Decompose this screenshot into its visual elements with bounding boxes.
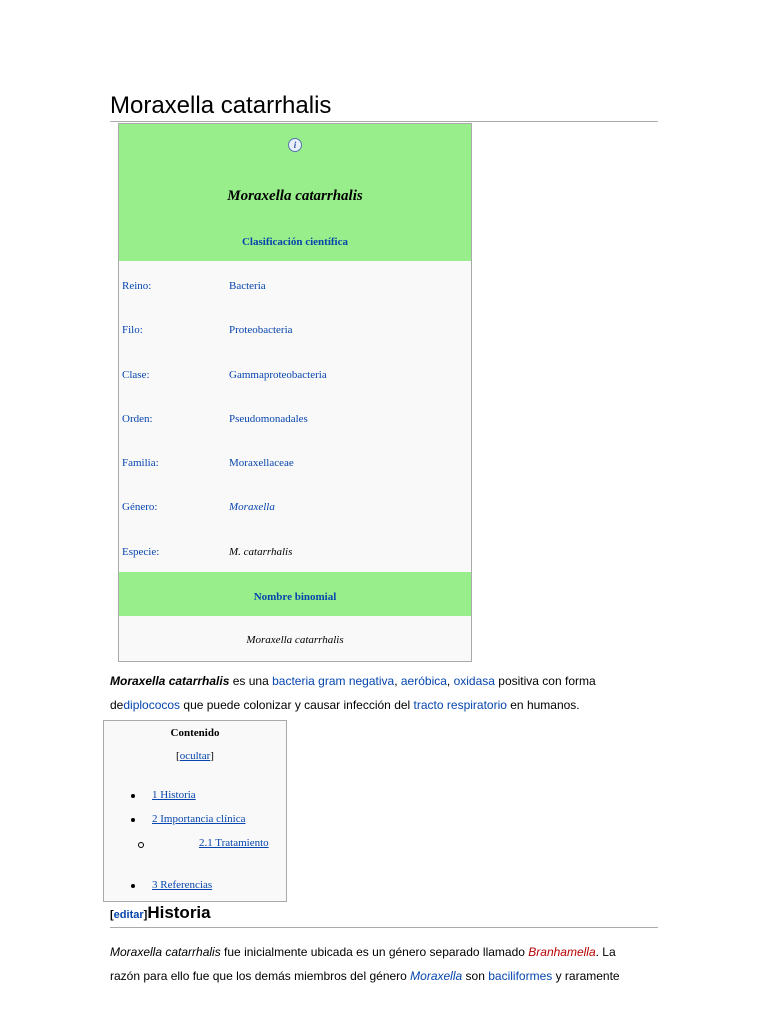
taxobox-row-key[interactable]: Clase:	[122, 368, 150, 381]
bullet-icon	[131, 818, 135, 822]
intro-paragraph-line-1	[110, 673, 596, 689]
taxobox-row	[119, 261, 471, 305]
link-branhamella[interactable]: Branhamella	[528, 945, 596, 959]
link-gram-negativa[interactable]: gram negativa	[318, 674, 395, 688]
taxobox-binomial-header	[119, 572, 471, 616]
historia-paragraph-line-1	[110, 944, 616, 960]
info-icon[interactable]: i	[288, 138, 302, 152]
toc-item-tratamiento[interactable]	[199, 837, 269, 849]
intro-text: positiva con forma	[494, 674, 596, 688]
title-divider	[110, 121, 658, 122]
bracket: [	[176, 750, 180, 762]
section-divider	[110, 927, 658, 928]
historia-text: y raramente	[552, 969, 620, 983]
taxobox-rows	[119, 261, 471, 571]
taxobox-header	[119, 124, 471, 261]
bracket: ]	[143, 909, 148, 921]
link-bacteria[interactable]: bacteria	[272, 674, 315, 688]
binomial-value: Moraxella catarrhalis	[246, 634, 344, 646]
taxobox-row-key[interactable]: Especie:	[122, 545, 160, 558]
edit-section	[110, 909, 147, 921]
taxobox-row-value[interactable]: Bacteria	[229, 280, 266, 292]
edit-link[interactable]: editar	[113, 909, 144, 921]
taxobox-row-value[interactable]: Pseudomonadales	[229, 412, 308, 425]
toc-link[interactable]: 3 Referencias	[152, 879, 213, 891]
taxobox-row-key[interactable]: Reino:	[122, 280, 152, 292]
toc-item-importancia-clinica[interactable]	[152, 813, 245, 825]
toc-title: Contenido	[170, 727, 220, 739]
historia-text: son	[462, 969, 489, 983]
historia-species-name: Moraxella catarrhalis	[110, 945, 221, 959]
link-aerobica[interactable]: aeróbica	[400, 674, 447, 688]
link-diplococos[interactable]: diplococos	[123, 698, 181, 712]
taxobox-row	[119, 305, 471, 349]
toc-item-historia[interactable]	[152, 789, 196, 801]
intro-text: en humanos.	[506, 698, 580, 712]
taxobox-row-value: M. catarrhalis	[229, 545, 293, 558]
taxobox-name: Moraxella catarrhalis	[227, 188, 363, 204]
intro-text: que puede colonizar y causar infección del	[180, 698, 414, 712]
taxobox	[118, 123, 472, 662]
intro-text: es una	[229, 674, 273, 688]
toc-link[interactable]: 2.1 Tratamiento	[199, 837, 269, 849]
intro-bold-name: Moraxella catarrhalis	[110, 674, 230, 688]
link-moraxella[interactable]: Moraxella	[410, 969, 463, 983]
table-of-contents	[103, 720, 287, 902]
section-title: Historia	[147, 903, 211, 922]
taxobox-row-key[interactable]: Familia:	[122, 457, 159, 470]
taxobox-row-value[interactable]: Moraxella	[229, 501, 275, 514]
intro-text: ,	[394, 674, 401, 688]
taxobox-row	[119, 394, 471, 438]
bracket: [	[110, 909, 114, 921]
link-tracto-respiratorio[interactable]: tracto respiratorio	[413, 698, 507, 712]
historia-text: fue inicialmente ubicada es un género separado llamado	[220, 945, 529, 959]
ring-bullet-icon	[138, 842, 144, 848]
section-heading-historia	[110, 903, 211, 923]
bullet-icon	[131, 794, 135, 798]
toc-item-referencias[interactable]	[152, 879, 212, 891]
taxobox-row	[119, 527, 471, 571]
toc-toggle	[104, 750, 286, 762]
taxobox-row-value[interactable]: Proteobacteria	[229, 324, 293, 337]
toc-hide-link[interactable]: ocultar	[179, 750, 211, 762]
taxobox-row-key[interactable]: Filo:	[122, 324, 143, 337]
historia-paragraph-line-2	[110, 968, 620, 984]
taxobox-classification-header[interactable]: Clasificación científica	[241, 236, 348, 248]
taxobox-row-key[interactable]: Género:	[122, 501, 158, 514]
intro-text: de	[110, 698, 124, 712]
binomial-label[interactable]: Nombre binomial	[253, 591, 337, 603]
bracket: ]	[210, 750, 214, 762]
link-oxidasa[interactable]: oxidasa	[453, 674, 495, 688]
taxobox-row-value[interactable]: Gammaproteobacteria	[229, 368, 327, 381]
taxobox-row	[119, 482, 471, 526]
link-baciliformes[interactable]: baciliformes	[488, 969, 553, 983]
taxobox-row-value[interactable]: Moraxellaceae	[229, 457, 294, 470]
page-title: Moraxella catarrhalis	[110, 92, 332, 119]
historia-text: . La	[595, 945, 616, 959]
intro-paragraph-line-2	[110, 697, 580, 713]
toc-link[interactable]: 2 Importancia clínica	[152, 813, 246, 825]
historia-text: razón para ello fue que los demás miembros del género	[110, 969, 411, 983]
intro-text: ,	[446, 674, 454, 688]
taxobox-row-key[interactable]: Orden:	[122, 412, 153, 425]
taxobox-row	[119, 438, 471, 482]
bullet-icon	[131, 884, 135, 888]
toc-link[interactable]: 1 Historia	[152, 789, 196, 801]
taxobox-row	[119, 350, 471, 394]
